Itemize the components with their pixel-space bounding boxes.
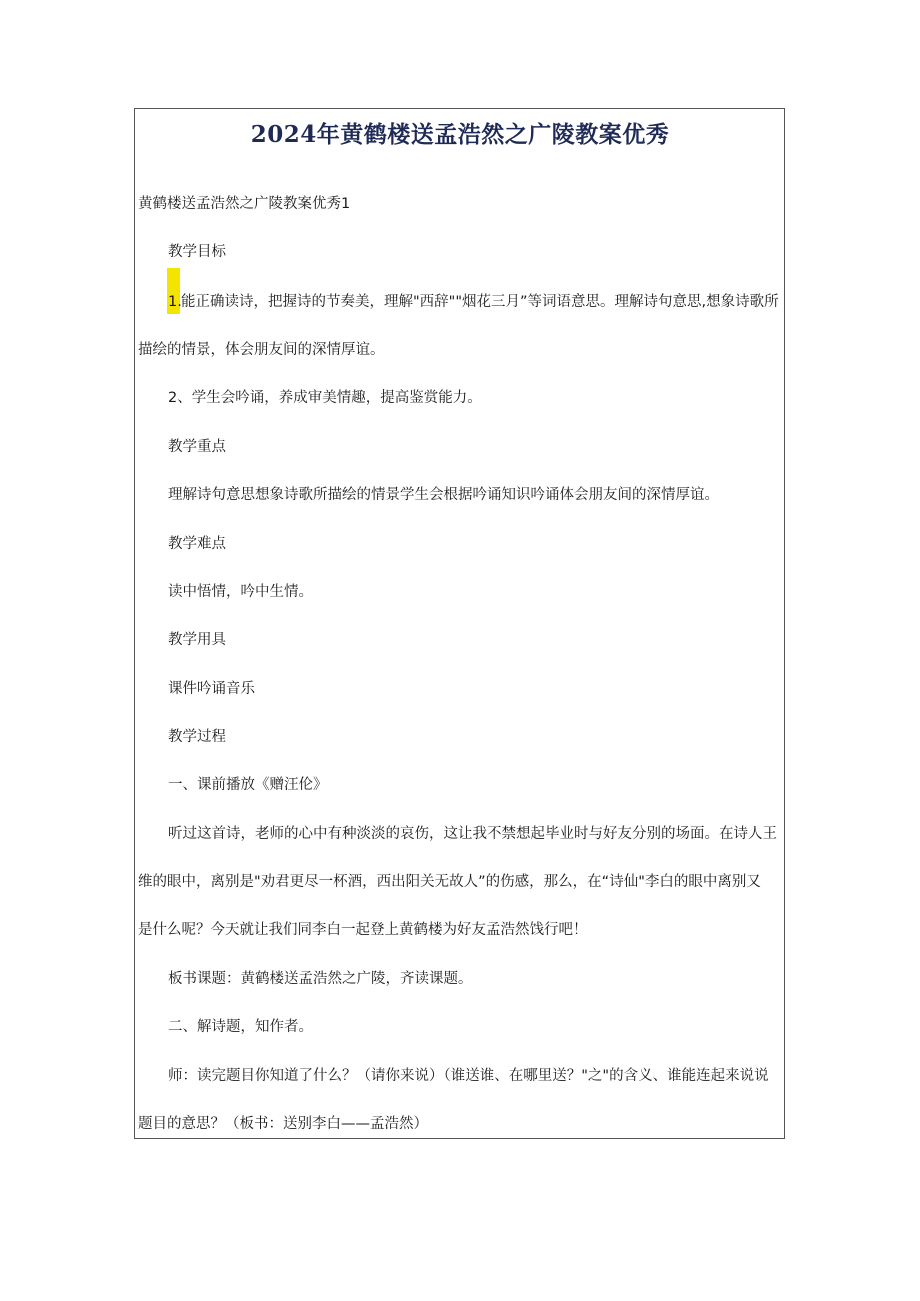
teacher-line-1: 师：读完题目你知道了什么？（请你来说）（谁送谁、在哪里送？"之"的含义、谁能连起来说说	[168, 1068, 769, 1084]
tools-heading: 教学用具	[168, 632, 226, 648]
key-points-text: 理解诗句意思想象诗歌所描绘的情景学生会根据吟诵知识吟诵体会朋友间的深情厚谊。	[168, 487, 719, 503]
tools-text: 课件吟诵音乐	[168, 681, 255, 697]
process-heading: 教学过程	[168, 729, 226, 745]
goals-heading: 教学目标	[168, 244, 226, 260]
step-2: 二、解诗题，知作者。	[168, 1019, 313, 1035]
goal-1-number: 1.	[168, 294, 182, 310]
paragraph-1-line-2: 维的眼中，离别是"劝君更尽一杯酒，西出阳关无故人”的伤感，那么，在“诗仙"李白的眼中离别又	[138, 874, 761, 890]
teacher-line-2: 题目的意思？（板书：送别李白——孟浩然）	[138, 1116, 428, 1132]
board-title: 板书课题：黄鹤楼送孟浩然之广陵，齐读课题。	[168, 971, 473, 987]
step-1: 一、课前播放《赠汪伦》	[168, 777, 328, 793]
paragraph-1-line-3: 是什么呢？今天就让我们同李白一起登上黄鹤楼为好友孟浩然饯行吧！	[138, 922, 588, 938]
difficulty-heading: 教学难点	[168, 536, 226, 552]
goal-1-line-1: 能正确读诗，把握诗的节奏美，理解"西辞""烟花三月”等词语意思。理解诗句意思,想象诗歌所	[181, 294, 779, 310]
document-subtitle: 黄鹤楼送孟浩然之广陵教案优秀1	[138, 196, 351, 212]
goal-2: 2、学生会吟诵，养成审美情趣，提高鉴赏能力。	[168, 390, 482, 406]
paragraph-1-line-1: 听过这首诗，老师的心中有种淡淡的哀伤，这让我不禁想起毕业时与好友分别的场面。在诗人王	[168, 826, 777, 842]
goal-1-line-2: 描绘的情景，体会朋友间的深情厚谊。	[138, 342, 385, 358]
document-title: 2024年黄鹤楼送孟浩然之广陵教案优秀	[250, 121, 670, 148]
key-points-heading: 教学重点	[168, 439, 226, 455]
difficulty-text: 读中悟情，吟中生情。	[168, 584, 313, 600]
